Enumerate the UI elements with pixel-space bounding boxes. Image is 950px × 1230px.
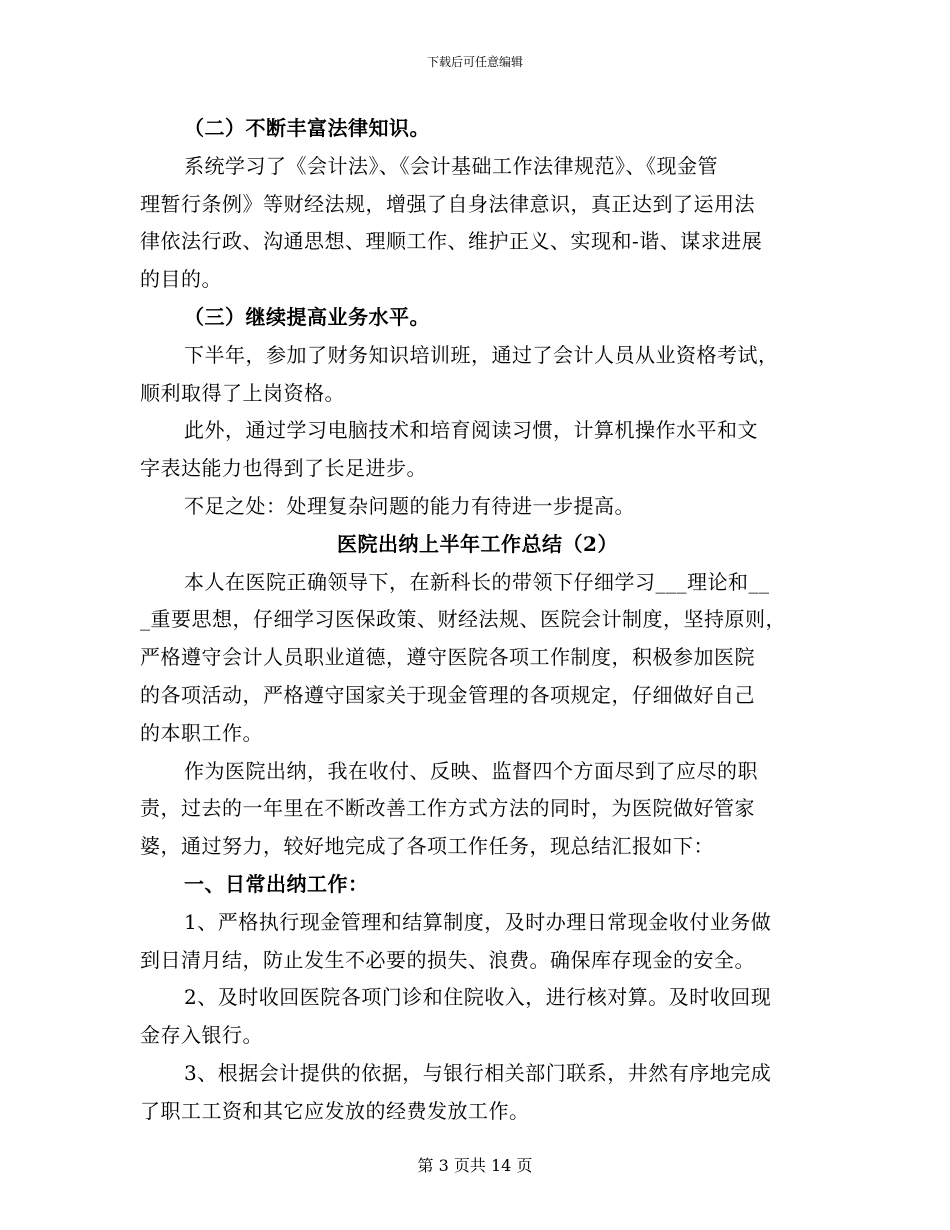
paragraph-line: 本人在医院正确领导下，在新科长的带领下仔细学习___理论和__ [184,569,770,594]
paragraph-line: 1、严格执行现金管理和结算制度，及时办理日常现金收付业务做 [184,909,772,934]
paragraph-line: 婆，通过努力，较好地完成了各项工作任务，现总结汇报如下： [140,834,714,859]
document-title: 医院出纳上半年工作总结（2） [337,531,618,556]
paragraph-line: 责，过去的一年里在不断改善工作方式方法的同时，为医院做好管家 [140,796,755,821]
paragraph-line: 的各项活动，严格遵守国家关于现金管理的各项规定，仔细做好自己 [140,682,755,707]
paragraph-line: 字表达能力也得到了长足进步。 [140,456,427,481]
paragraph-line: 下半年，参加了财务知识培训班，通过了会计人员从业资格考试， [184,342,779,367]
paragraph-line: 此外，通过学习电脑技术和培育阅读习惯，计算机操作水平和文 [184,418,758,443]
paragraph-line: 严格遵守会计人员职业道德，遵守医院各项工作制度，积极参加医院 [140,645,755,670]
section-heading-2: （二）不断丰富法律知识。 [184,116,430,140]
paragraph-line: 的目的。 [140,267,222,292]
paragraph-line: 不足之处：处理复杂问题的能力有待进一步提高。 [184,493,635,518]
paragraph-line: 理暂行条例》等财经法规，增强了自身法律意识，真正达到了运用法 [140,191,755,216]
paragraph-line: 了职工工资和其它应发放的经费发放工作。 [140,1098,530,1123]
paragraph-line: _重要思想，仔细学习医保政策、财经法规、医院会计制度，坚持原则， [140,607,786,632]
paragraph-line: 律依法行政、沟通思想、理顺工作、维护正义、实现和-谐、谋求进展 [140,229,763,254]
page-header: 下载后可任意编辑 [426,55,523,69]
document-body [140,110,815,1131]
paragraph-line: 金存入银行。 [140,1023,263,1048]
paragraph-line: 3、根据会计提供的依据，与银行相关部门联系，井然有序地完成 [184,1060,772,1085]
paragraph-line: 的本职工作。 [140,720,263,745]
paragraph-line: 作为医院出纳，我在收付、反映、监督四个方面尽到了应尽的职 [184,758,758,783]
section-heading-3: （三）继续提高业务水平。 [184,304,430,329]
page-footer: 第 3 页共 14 页 [417,1156,533,1175]
paragraph-line: 顺利取得了上岗资格。 [140,380,345,405]
section-heading-daily: 一、日常出纳工作： [184,871,369,896]
paragraph-line: 到日清月结，防止发生不必要的损失、浪费。确保库存现金的安全。 [140,947,755,972]
paragraph-line: 系统学习了《会计法》、《会计基础工作法律规范》、《现金管 [184,153,718,178]
paragraph-line: 2、及时收回医院各项门诊和住院收入，进行核对算。及时收回现 [184,985,772,1010]
